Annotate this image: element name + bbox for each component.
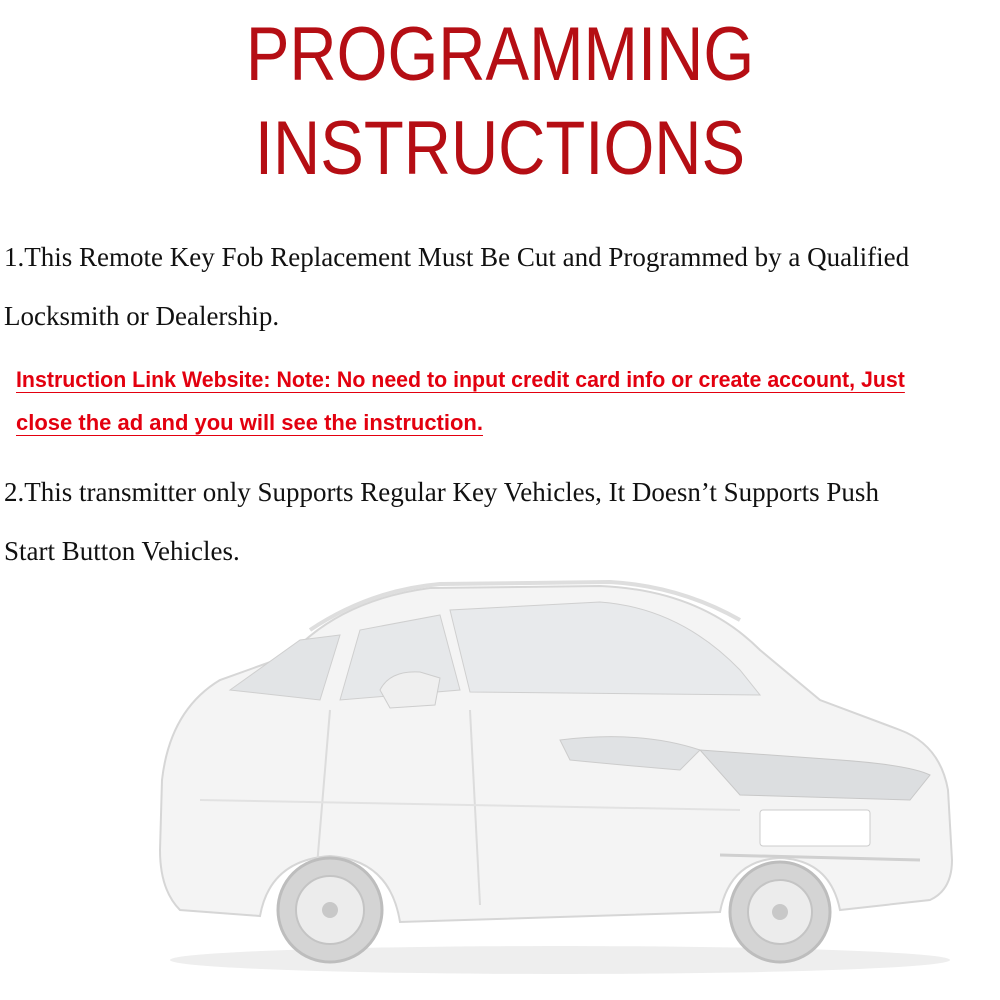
step-2-line-2: Start Button Vehicles.: [4, 536, 240, 566]
car-image: [140, 560, 960, 980]
title-line-1: PROGRAMMING: [245, 12, 755, 97]
suv-car-illustration: [140, 560, 960, 980]
step-2-line-1: 2.This transmitter only Supports Regular Key Vehicles, It Doesn’t Supports Push: [4, 477, 879, 507]
instruction-link-line-2[interactable]: close the ad and you will see the instruction.: [16, 410, 483, 435]
step-1-line-2: Locksmith or Dealership.: [4, 301, 280, 331]
instruction-link-line-1[interactable]: Instruction Link Website: Note: No need to input credit card info or create account, Just: [16, 367, 905, 392]
title-line-2: INSTRUCTIONS: [254, 106, 746, 191]
step-1-line-1: 1.This Remote Key Fob Replacement Must Be Cut and Programmed by a Qualified: [4, 242, 910, 272]
